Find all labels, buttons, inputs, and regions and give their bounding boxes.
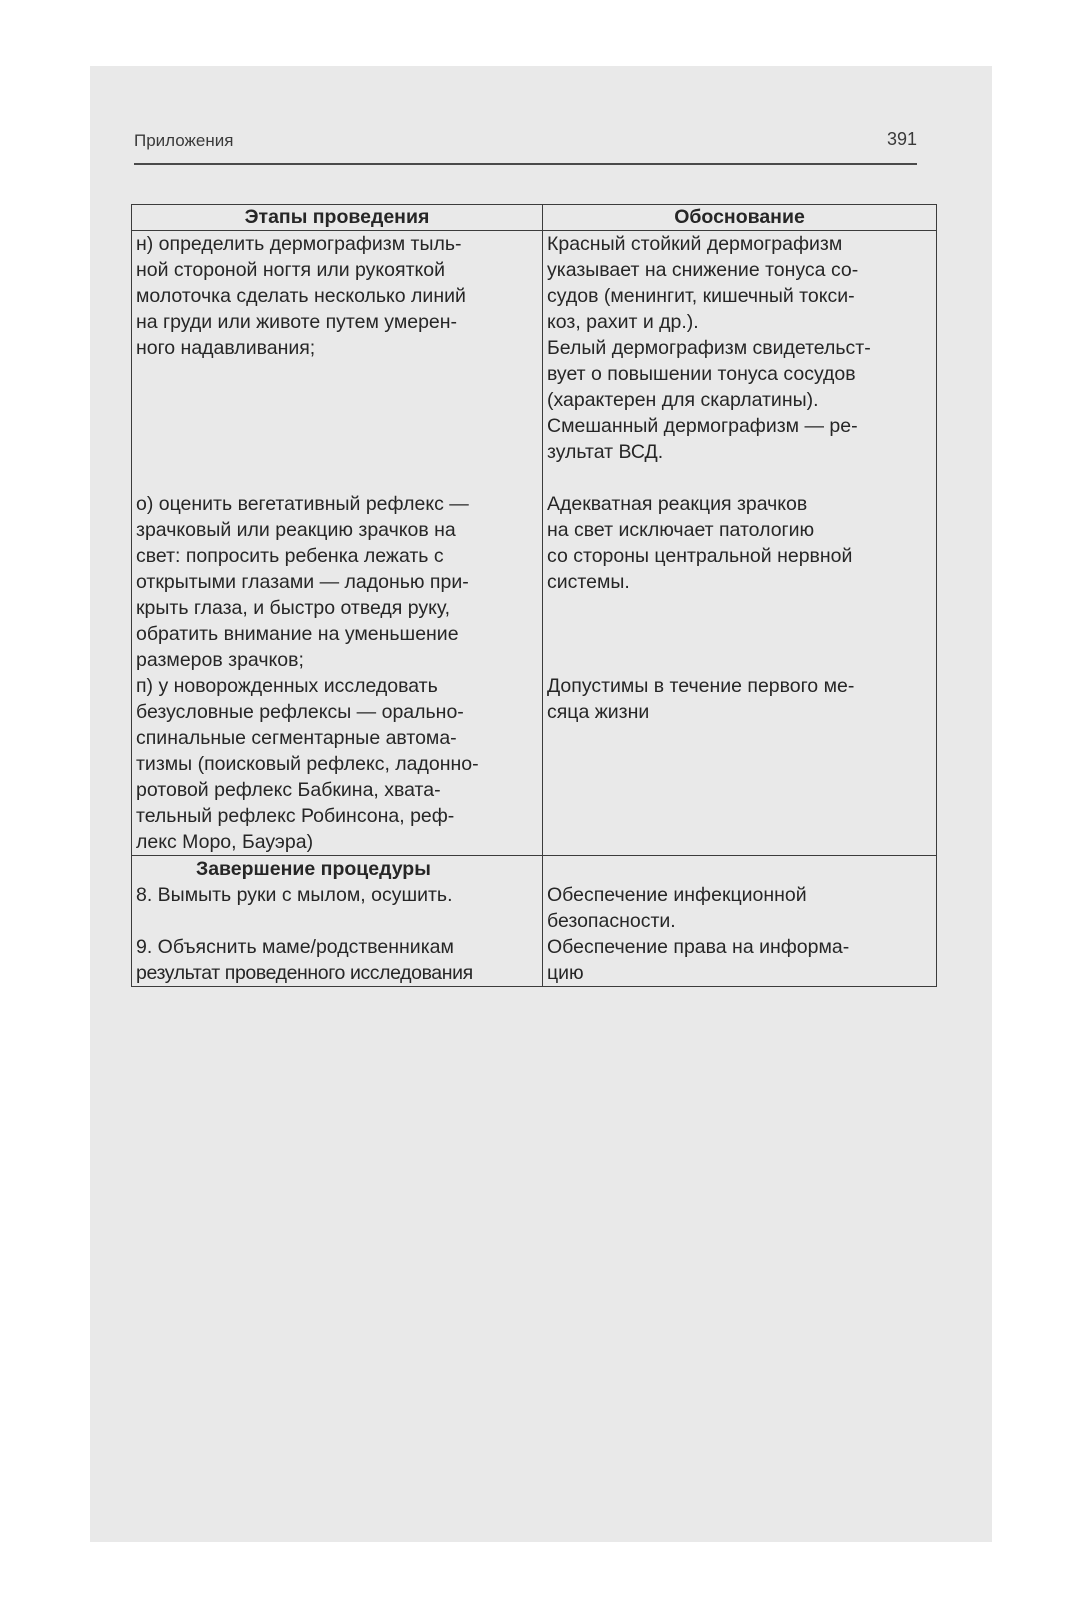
table-row [132, 491, 937, 673]
stage-cell [132, 231, 543, 492]
page-number: 391 [886, 129, 917, 149]
rationale-line: цию [547, 962, 584, 984]
row-spacer [547, 465, 932, 491]
stage-line: тельный рефлекс Робинсона, реф- [136, 805, 455, 827]
running-title: Приложения [134, 131, 234, 150]
stage-line: тизмы (поисковый рефлекс, ладонно- [136, 753, 479, 775]
stage-line: п) у новорожденных исследовать [136, 675, 438, 697]
stage-line: н) определить дермографизм тыль- [136, 233, 462, 255]
rationale-cell [543, 856, 937, 935]
rationale-cell [543, 934, 937, 987]
rationale-line: судов (менингит, кишечный токси- [547, 285, 855, 307]
section-title: Завершение процедуры [196, 858, 431, 880]
stage-line: ной стороной ногтя или рукояткой [136, 259, 446, 281]
stage-cell [132, 491, 543, 673]
stage-line: на груди или животе путем умерен- [136, 311, 458, 333]
rationale-line: коз, рахит и др.). [547, 311, 699, 333]
rationale-line: зультат ВСД. [547, 441, 664, 463]
book-page [90, 66, 992, 1542]
stage-line: ротовой рефлекс Бабкина, хвата- [136, 779, 441, 801]
stage-line: крыть глаза, и быстро отведя руку, [136, 597, 451, 619]
rationale-line: со стороны центральной нервной [547, 545, 853, 567]
table-row [132, 934, 937, 987]
stage-line: открытыми глазами — ладонью при- [136, 571, 469, 593]
rationale-line: Белый дермографизм свидетельст- [547, 337, 871, 359]
stage-line: лекс Моро, Бауэра) [136, 831, 314, 853]
stage-cell [132, 673, 543, 856]
column-header-stages: Этапы проведения [132, 205, 543, 231]
rationale-cell [543, 491, 937, 673]
rationale-line: Обеспечение права на информа- [547, 936, 850, 958]
table-row [132, 673, 937, 856]
rationale-cell [543, 673, 937, 856]
stage-line: безусловные рефлексы — орально- [136, 701, 464, 723]
running-head [134, 131, 917, 159]
rationale-line: Обеспечение инфекционной [547, 884, 807, 906]
stage-line: размеров зрачков; [136, 649, 304, 671]
rationale-line: Адекватная реакция зрачков [547, 493, 808, 515]
rationale-line: (характерен для скарлатины). [547, 389, 819, 411]
rationale-line: Красный стойкий дермографизм [547, 233, 843, 255]
stage-line: зрачковый или реакцию зрачков на [136, 519, 456, 541]
table-header-row [132, 205, 937, 231]
rationale-line: указывает на снижение тонуса со- [547, 259, 859, 281]
stage-line: свет: попросить ребенка лежать с [136, 545, 444, 567]
section-cell [132, 856, 543, 935]
rationale-line: на свет исключает патологию [547, 519, 815, 541]
rationale-line: Допустимы в течение первого ме- [547, 675, 855, 697]
stage-line: обратить внимание на уменьшение [136, 623, 459, 645]
stage-line: 9. Объяснить маме/родственникам [136, 936, 454, 958]
stage-line: ного надавливания; [136, 337, 316, 359]
stage-line: о) оценить вегетативный рефлекс — [136, 493, 469, 515]
stage-line: молоточка сделать несколько линий [136, 285, 466, 307]
stage-line: результат проведенного исследования [136, 962, 473, 984]
rationale-line: вует о повышении тонуса сосудов [547, 363, 856, 385]
header-rule [134, 163, 917, 165]
rationale-line: системы. [547, 571, 630, 593]
stage-cell [132, 934, 543, 987]
stage-line: спинальные сегментарные автома- [136, 727, 457, 749]
procedure-table [131, 204, 937, 987]
table-row [132, 231, 937, 492]
stage-line: 8. Вымыть руки с мылом, осушить. [136, 884, 453, 906]
column-header-rationale: Обоснование [543, 205, 937, 231]
section-row [132, 856, 937, 935]
rationale-line: безопасности. [547, 910, 676, 932]
rationale-line: сяца жизни [547, 701, 650, 723]
rationale-line: Смешанный дермографизм — ре- [547, 415, 858, 437]
rationale-cell [543, 231, 937, 492]
